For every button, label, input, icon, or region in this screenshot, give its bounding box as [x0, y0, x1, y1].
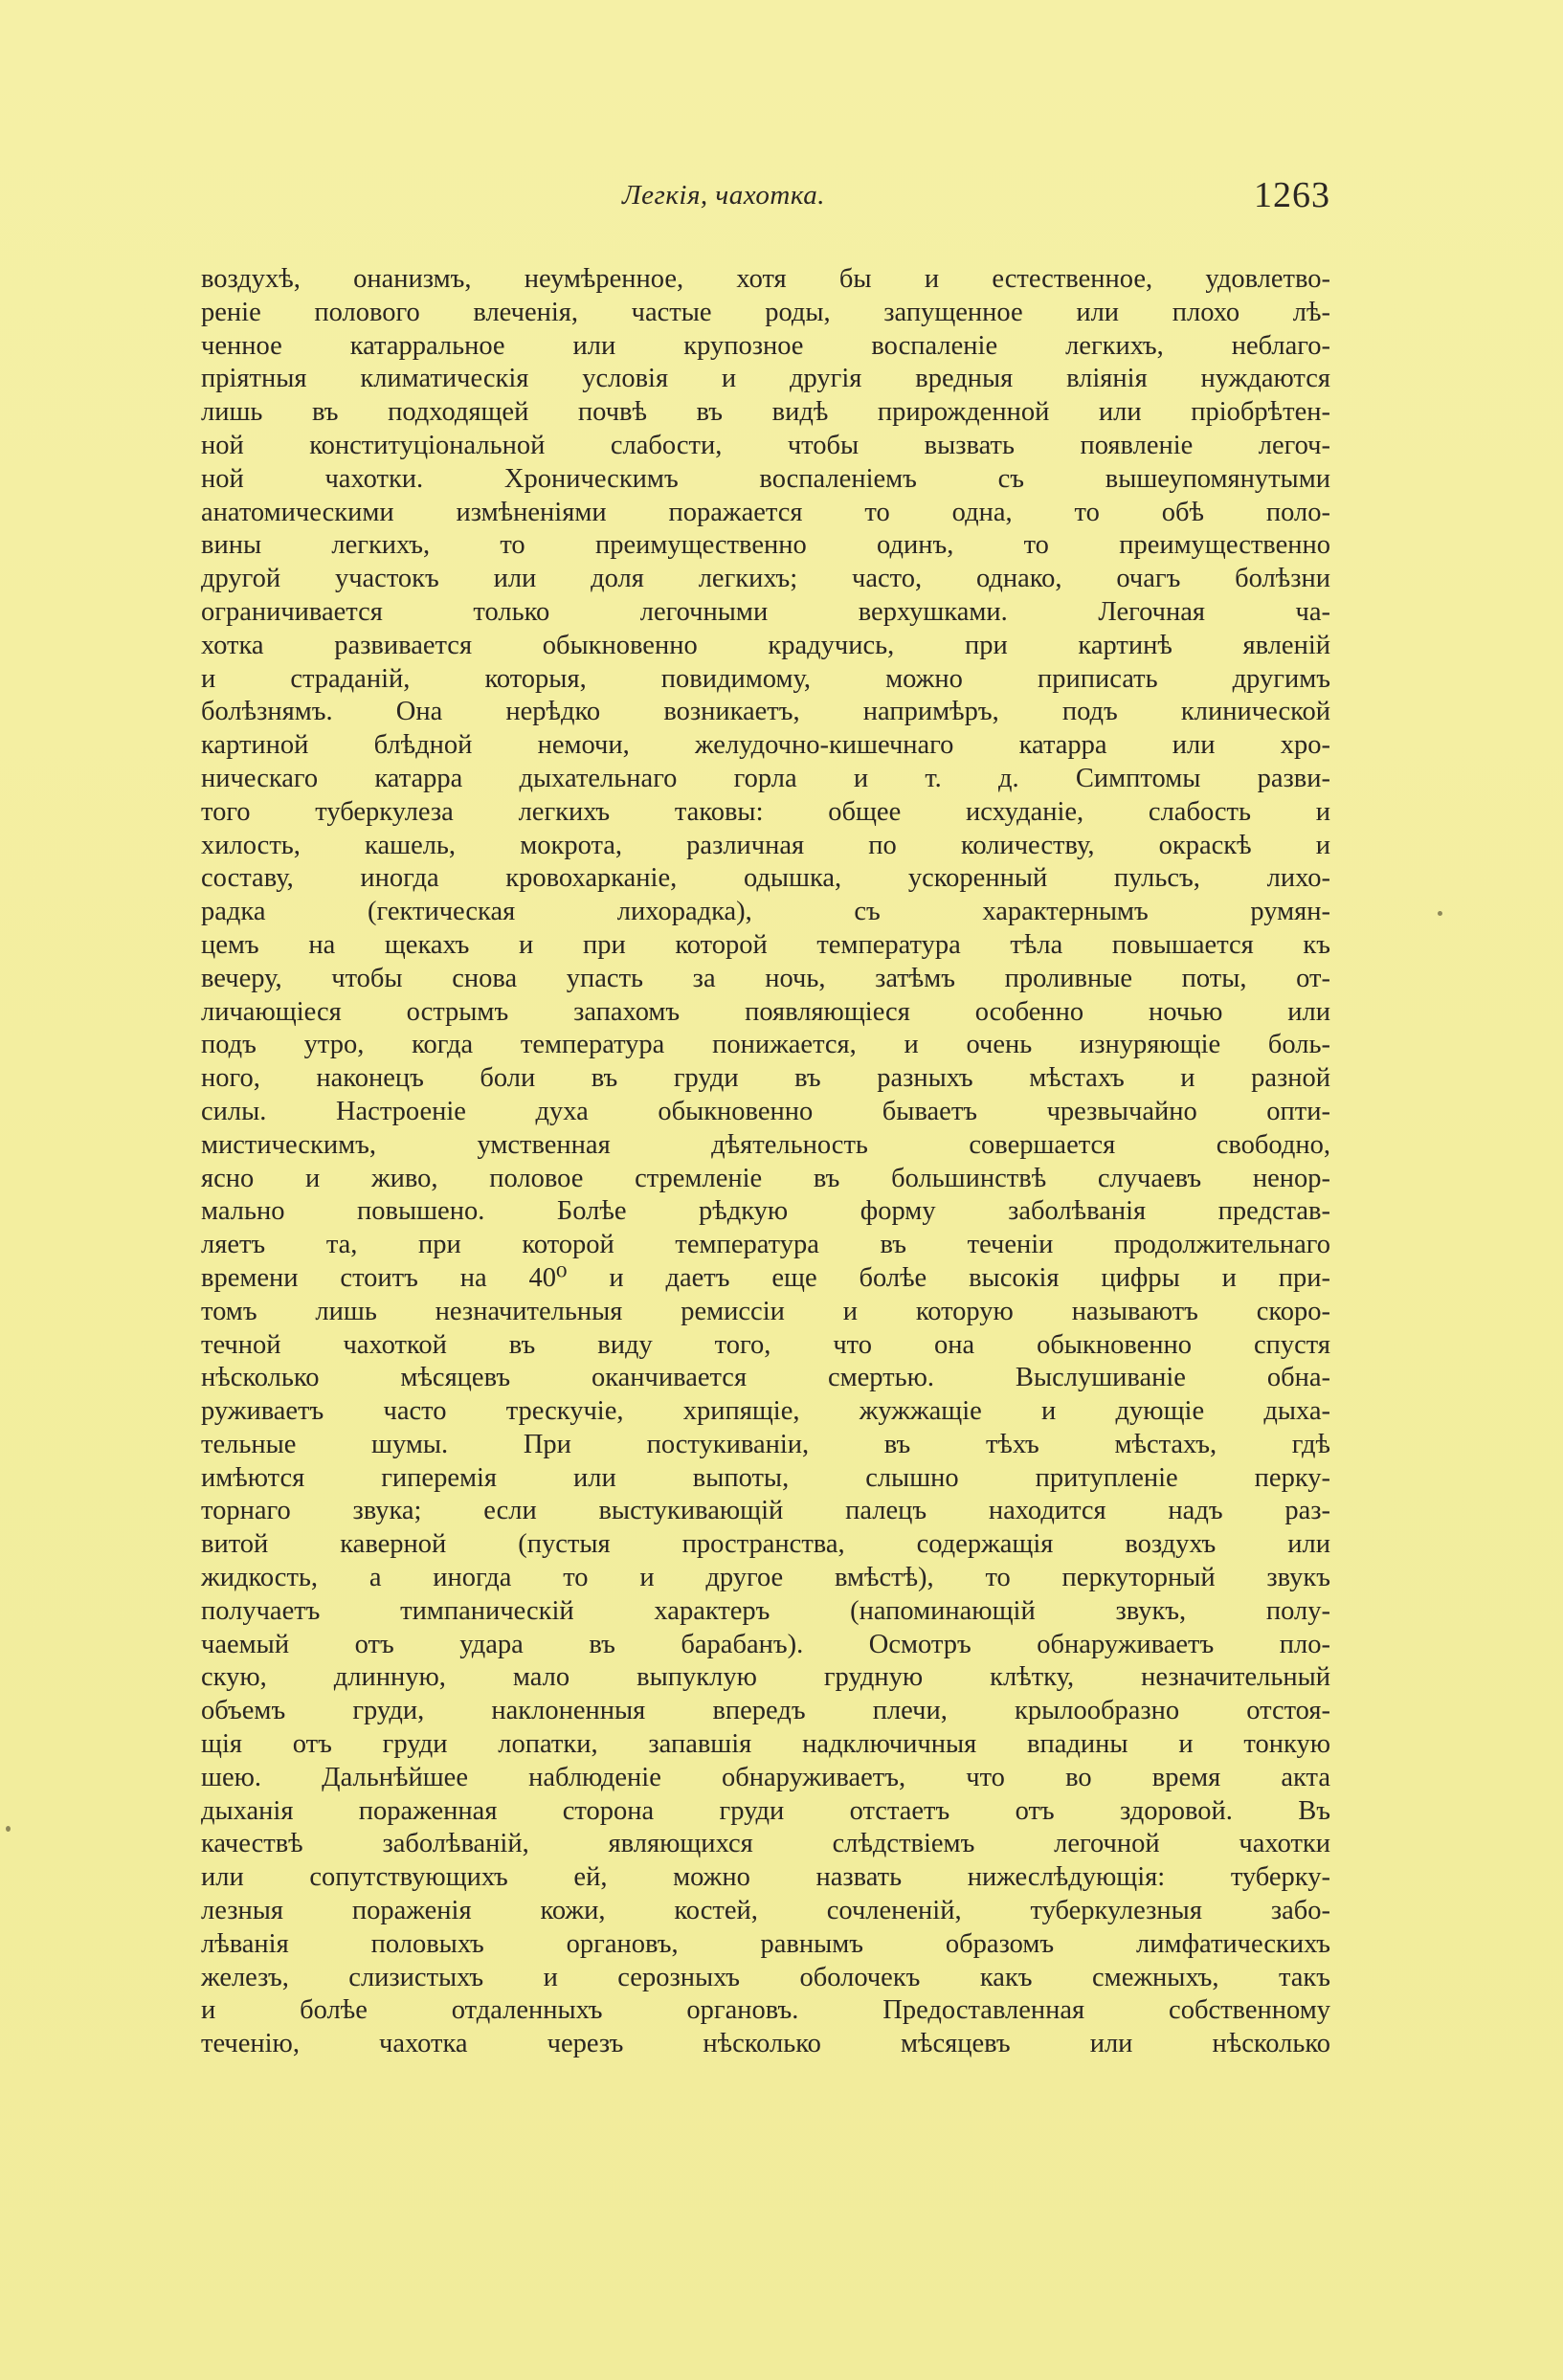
page-number: 1263	[1254, 175, 1330, 215]
text-line: личающіеся острымъ запахомъ появляющіеся особенно ночью или	[201, 996, 1330, 1027]
text-line: ясно и живо, половое стремленіе въ большинствѣ случаевъ ненор-	[201, 1163, 1330, 1193]
text-line: теченію, чахотка черезъ нѣсколько мѣсяцевъ или нѣсколько	[201, 2029, 1330, 2059]
text-line: вечеру, чтобы снова упасть за ночь, затѣмъ проливные поты, от-	[201, 963, 1330, 993]
text-line: железъ, слизистыхъ и серозныхъ оболочекъ какъ смежныхъ, такъ	[201, 1962, 1330, 1992]
text-line: и болѣе отдаленныхъ органовъ. Предоставленная собственному	[201, 1995, 1330, 2026]
text-line: торнаго звука; если выстукивающій палецъ находится надъ раз-	[201, 1496, 1330, 1526]
text-line: томъ лишь незначительныя ремиссіи и которую называютъ скоро-	[201, 1296, 1330, 1326]
text-line: получаетъ тимпаническій характеръ (напоминающій звукъ, полу-	[201, 1595, 1330, 1626]
text-line: мально повышено. Болѣе рѣдкую форму заболѣванія представ-	[201, 1196, 1330, 1227]
text-line: тельные шумы. При постукиваніи, въ тѣхъ мѣстахъ, гдѣ	[201, 1429, 1330, 1459]
text-line: подъ утро, когда температура понижается, и очень изнуряющіе боль-	[201, 1030, 1330, 1060]
ink-speck	[6, 1826, 11, 1832]
text-line: силы. Настроеніе духа обыкновенно бываетъ чрезвычайно опти-	[201, 1096, 1330, 1126]
text-line: другой участокъ или доля легкихъ; часто, однако, очагъ болѣзни	[201, 564, 1330, 594]
text-line: течной чахоткой въ виду того, что она обыкновенно спустя	[201, 1329, 1330, 1360]
text-line: объемъ груди, наклоненныя впередъ плечи, крылообразно отстоя-	[201, 1696, 1330, 1726]
text-line: хотка развивается обыкновенно крадучись, при картинѣ явленій	[201, 630, 1330, 660]
text-line: скую, длинную, мало выпуклую грудную клѣтку, незначительный	[201, 1662, 1330, 1693]
text-line: щія отъ груди лопатки, запавшія надключичныя впадины и тонкую	[201, 1729, 1330, 1760]
text-line: имѣются гиперемія или выпоты, слышно притупленіе перку-	[201, 1462, 1330, 1493]
text-line: чаемый отъ удара въ барабанъ). Осмотръ обнаруживаетъ пло-	[201, 1629, 1330, 1659]
text-line: радка (гектическая лихорадка), съ характернымъ румян-	[201, 897, 1330, 927]
text-line: лѣванія половыхъ органовъ, равнымъ образомъ лимфатическихъ	[201, 1928, 1330, 1959]
text-line: ной конституціональной слабости, чтобы вызвать появленіе легоч-	[201, 430, 1330, 460]
text-line: качествѣ заболѣваній, являющихся слѣдствіемъ легочной чахотки	[201, 1829, 1330, 1859]
body-text	[201, 263, 1330, 2061]
text-line: лишь въ подходящей почвѣ въ видѣ прирожденной или пріобрѣтен-	[201, 397, 1330, 428]
ink-speck	[1438, 911, 1442, 916]
text-line: пріятныя климатическія условія и другія вредныя вліянія нуждаются	[201, 364, 1330, 394]
text-line: того туберкулеза легкихъ таковы: общее исхуданіе, слабость и	[201, 796, 1330, 827]
text-line: цемъ на щекахъ и при которой температура тѣла повышается къ	[201, 929, 1330, 960]
text-line: лезныя пораженія кожи, костей, сочлененій, туберкулезныя забо-	[201, 1896, 1330, 1926]
text-line: анатомическими измѣненіями поражается то одна, то обѣ поло-	[201, 497, 1330, 527]
text-line: воздухѣ, онанизмъ, неумѣренное, хотя бы и естественное, удовлетво-	[201, 264, 1330, 294]
text-line: картиной блѣдной немочи, желудочно-кишечнаго катарра или хро-	[201, 730, 1330, 761]
text-line: составу, иногда кровохарканіе, одышка, ускоренный пульсъ, лихо-	[201, 863, 1330, 894]
text-line: ченное катарральное или крупозное воспаленіе легкихъ, неблаго-	[201, 330, 1330, 361]
text-line: и страданій, которыя, повидимому, можно приписать другимъ	[201, 663, 1330, 694]
text-line: вины легкихъ, то преимущественно одинъ, то преимущественно	[201, 530, 1330, 561]
text-line: руживаетъ часто трескучіе, хрипящіе, жужжащіе и дующіе дыха-	[201, 1396, 1330, 1427]
text-line: дыханія пораженная сторона груди отстаетъ отъ здоровой. Въ	[201, 1795, 1330, 1826]
text-line: реніе полового влеченія, частые роды, запущенное или плохо лѣ-	[201, 297, 1330, 327]
text-line: хилость, кашель, мокрота, различная по количеству, окраскѣ и	[201, 830, 1330, 860]
running-title: Легкія, чахотка.	[622, 180, 825, 211]
text-line: шею. Дальнѣйшее наблюденіе обнаруживаетъ, что во время акта	[201, 1762, 1330, 1792]
page-header	[201, 175, 1330, 228]
text-line: мистическимъ, умственная дѣятельность совершается свободно,	[201, 1129, 1330, 1160]
text-line: или сопутствующихъ ей, можно назвать нижеслѣдующія: туберку-	[201, 1862, 1330, 1893]
text-line: ляетъ та, при которой температура въ теченіи продолжительнаго	[201, 1230, 1330, 1260]
text-line: ограничивается только легочными верхушками. Легочная ча-	[201, 596, 1330, 627]
text-line: ной чахотки. Хроническимъ воспаленіемъ съ вышеупомянутыми	[201, 463, 1330, 494]
text-line: болѣзнямъ. Она нерѣдко возникаетъ, напримѣръ, подъ клинической	[201, 697, 1330, 727]
text-line: ническаго катарра дыхательнаго горла и т. д. Симптомы разви-	[201, 763, 1330, 793]
text-line: витой каверной (пустыя пространства, содержащія воздухъ или	[201, 1529, 1330, 1560]
text-line: времени стоитъ на 40⁰ и даетъ еще болѣе высокія цифры и при-	[201, 1262, 1330, 1293]
text-line: ного, наконецъ боли въ груди въ разныхъ мѣстахъ и разной	[201, 1063, 1330, 1094]
text-line: жидкость, а иногда то и другое вмѣстѣ), то перкуторный звукъ	[201, 1563, 1330, 1593]
text-line: нѣсколько мѣсяцевъ оканчивается смертью. Выслушиваніе обна-	[201, 1363, 1330, 1393]
